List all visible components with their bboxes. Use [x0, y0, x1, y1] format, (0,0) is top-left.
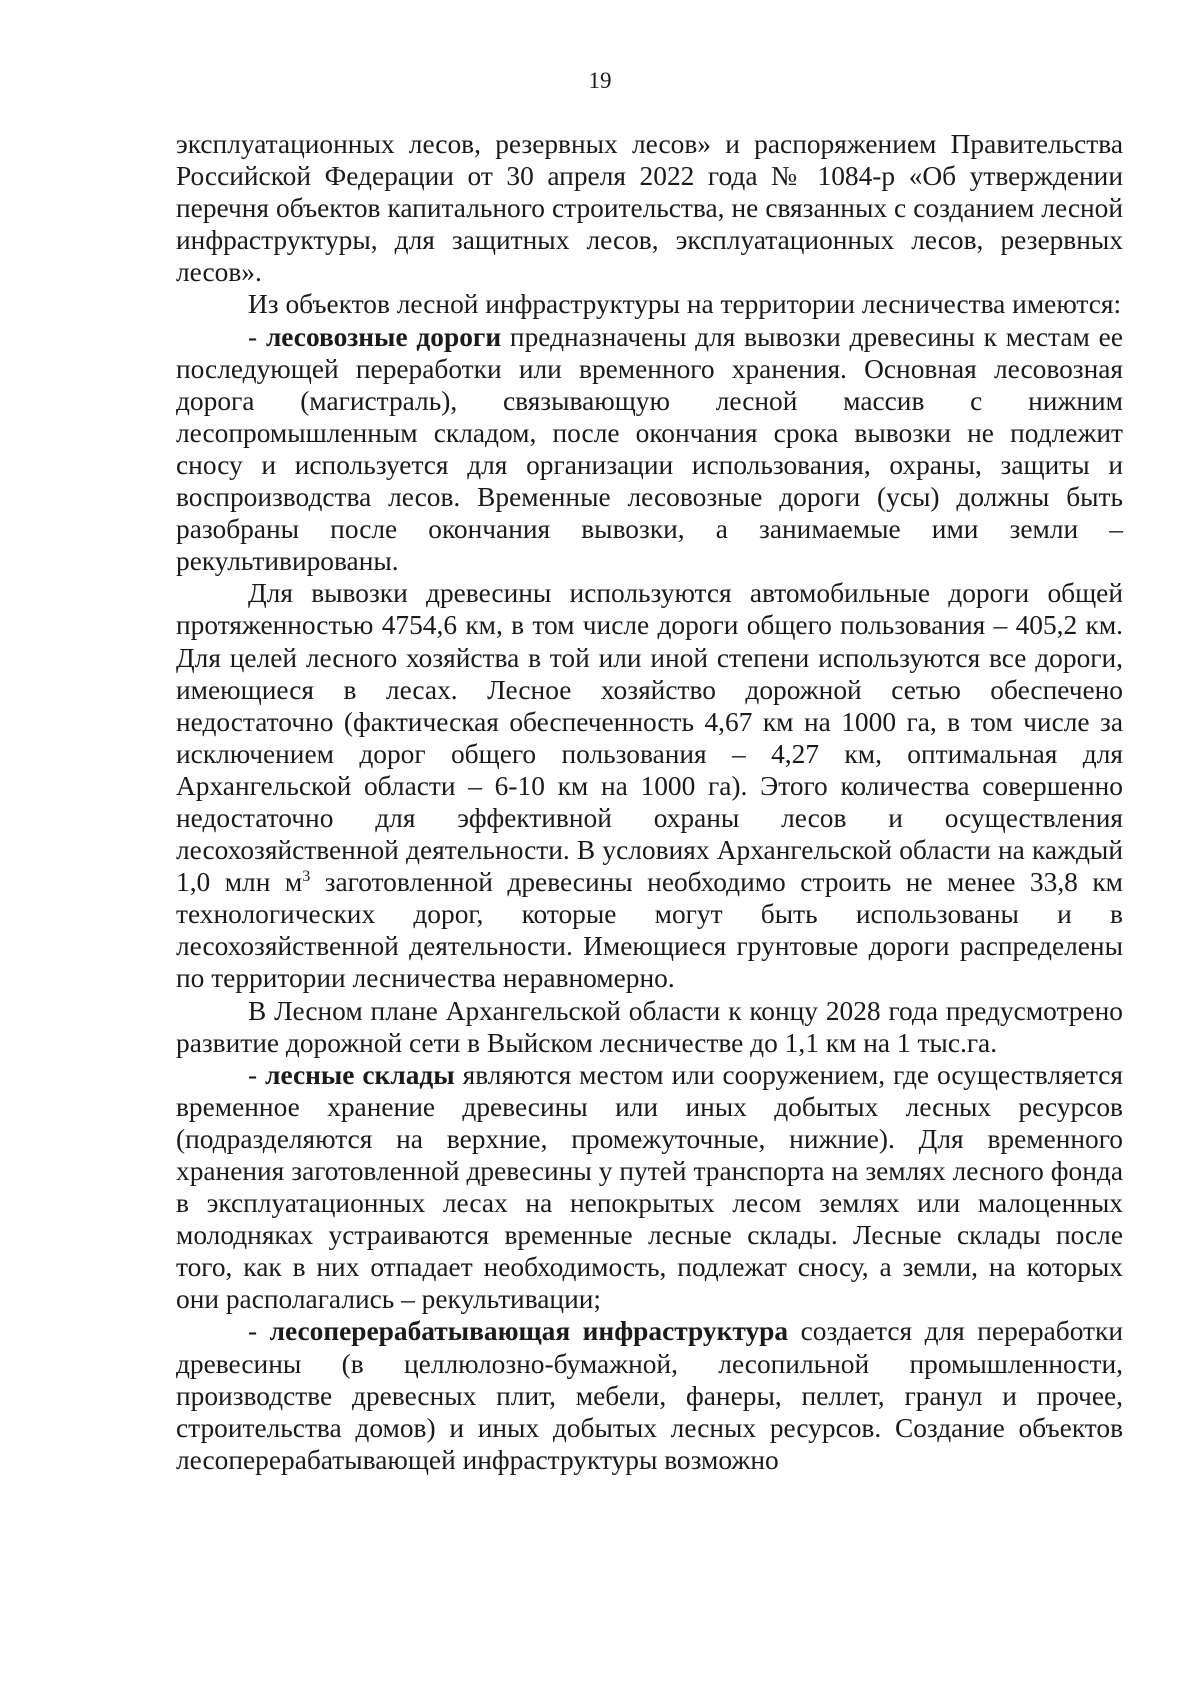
paragraph-road-network-text-1: Для вывозки древесины используются автомобильные дороги общей протяженностью 4754,6 км, в том числе дороги общего пользования – 405,2 км. Для целей лесного хозяйства в той или иной степени используются все дороги, имеющиеся в лесах. Лесное хозяйство дорожной сетью обеспечено недостаточно (фактическая обеспеченность 4,67 км на 1000 га, в том числе за исключением дорог общего пользования – 4,27 км, оптимальная для Архангельской области – 6-10 км на 1000 га). Этого количества совершенно недостаточно для эффективной охраны лесов и осуществления лесохозяйственной деятельности. В условиях Архангельской области на каждый 1,0 млн м [176, 578, 1123, 898]
paragraph-logging-roads-text: предназначены для вывозки древесины к местам ее последующей переработки или временного хранения. Основная лесовозная дорога (магистраль), связывающую лесной массив с нижним лесопромышленным складом, после окончания срока вывозки не подлежит сносу и используется для организации использования, охраны, защиты и воспроизводства лесов. Временные лесовозные дороги (усы) должны быть разобраны после окончания вывозки, а занимаемые ими земли – рекультивированы. [176, 321, 1123, 577]
page-number: 19 [588, 68, 612, 93]
paragraph-road-network [176, 577, 1123, 994]
paragraph-processing-infrastructure-text: создается для переработки древесины (в целлюлозно-бумажной, лесопильной промышленности, производстве древесных плит, мебели, фанеры, пеллет, гранул и прочее, строительства домов) и иных добытых лесных ресурсов. Создание объектов лесоперерабатывающей инфраструктуры возможно [176, 1316, 1123, 1475]
list-dash: - [248, 321, 266, 352]
paragraph-infrastructure-intro: Из объектов лесной инфраструктуры на территории лесничества имеются: [248, 289, 1122, 320]
paragraph-continued-regulations: эксплуатационных лесов, резервных лесов» и распоряжением Правительства Российской Федерации от 30 апреля 2022 года № 1084-р «Об утверждении перечня объектов капитального строительства, не связанных с созданием лесной инфраструктуры, для защитных лесов, эксплуатационных лесов, резервных лесов». [176, 129, 1123, 288]
paragraph-forest-warehouses-text: являются местом или сооружением, где осуществляется временное хранение древесины или иных добытых лесных ресурсов (подразделяются на верхние, промежуточные, нижние). Для временного хранения заготовленной древесины у путей транспорта на землях лесного фонда в эксплуатационных лесах на непокрытых лесом землях или малоценных молодняках устраиваются временные лесные склады. Лесные склады после того, как в них отпадает необходимость, подлежат сносу, а земли, на которых они располагались – рекультивации; [176, 1059, 1123, 1315]
term-logging-roads: лесовозные дороги [265, 321, 502, 352]
paragraph-forest-plan: В Лесном плане Архангельской области к концу 2028 года предусмотрено развитие дорожной сети в Выйском лесничестве до 1,1 км на 1 тыс.га. [176, 995, 1123, 1058]
list-dash: - [248, 1316, 270, 1347]
paragraph-road-network-text-2: заготовленной древесины необходимо строить не менее 33,8 км технологических дорог, которые могут быть использованы и в лесохозяйственной деятельности. Имеющиеся грунтовые дороги распределены по территории лесничества неравномерно. [176, 867, 1123, 994]
paragraph-forest-warehouses [176, 1059, 1123, 1316]
list-dash: - [248, 1059, 266, 1090]
paragraph-logging-roads [176, 321, 1123, 578]
term-forest-warehouses: лесные склады [265, 1059, 455, 1090]
paragraph-processing-infrastructure [176, 1315, 1123, 1475]
document-body [176, 128, 1123, 1476]
term-processing-infrastructure: лесоперерабатывающая инфраструктура [269, 1316, 789, 1347]
superscript-cubic: 3 [302, 868, 311, 886]
